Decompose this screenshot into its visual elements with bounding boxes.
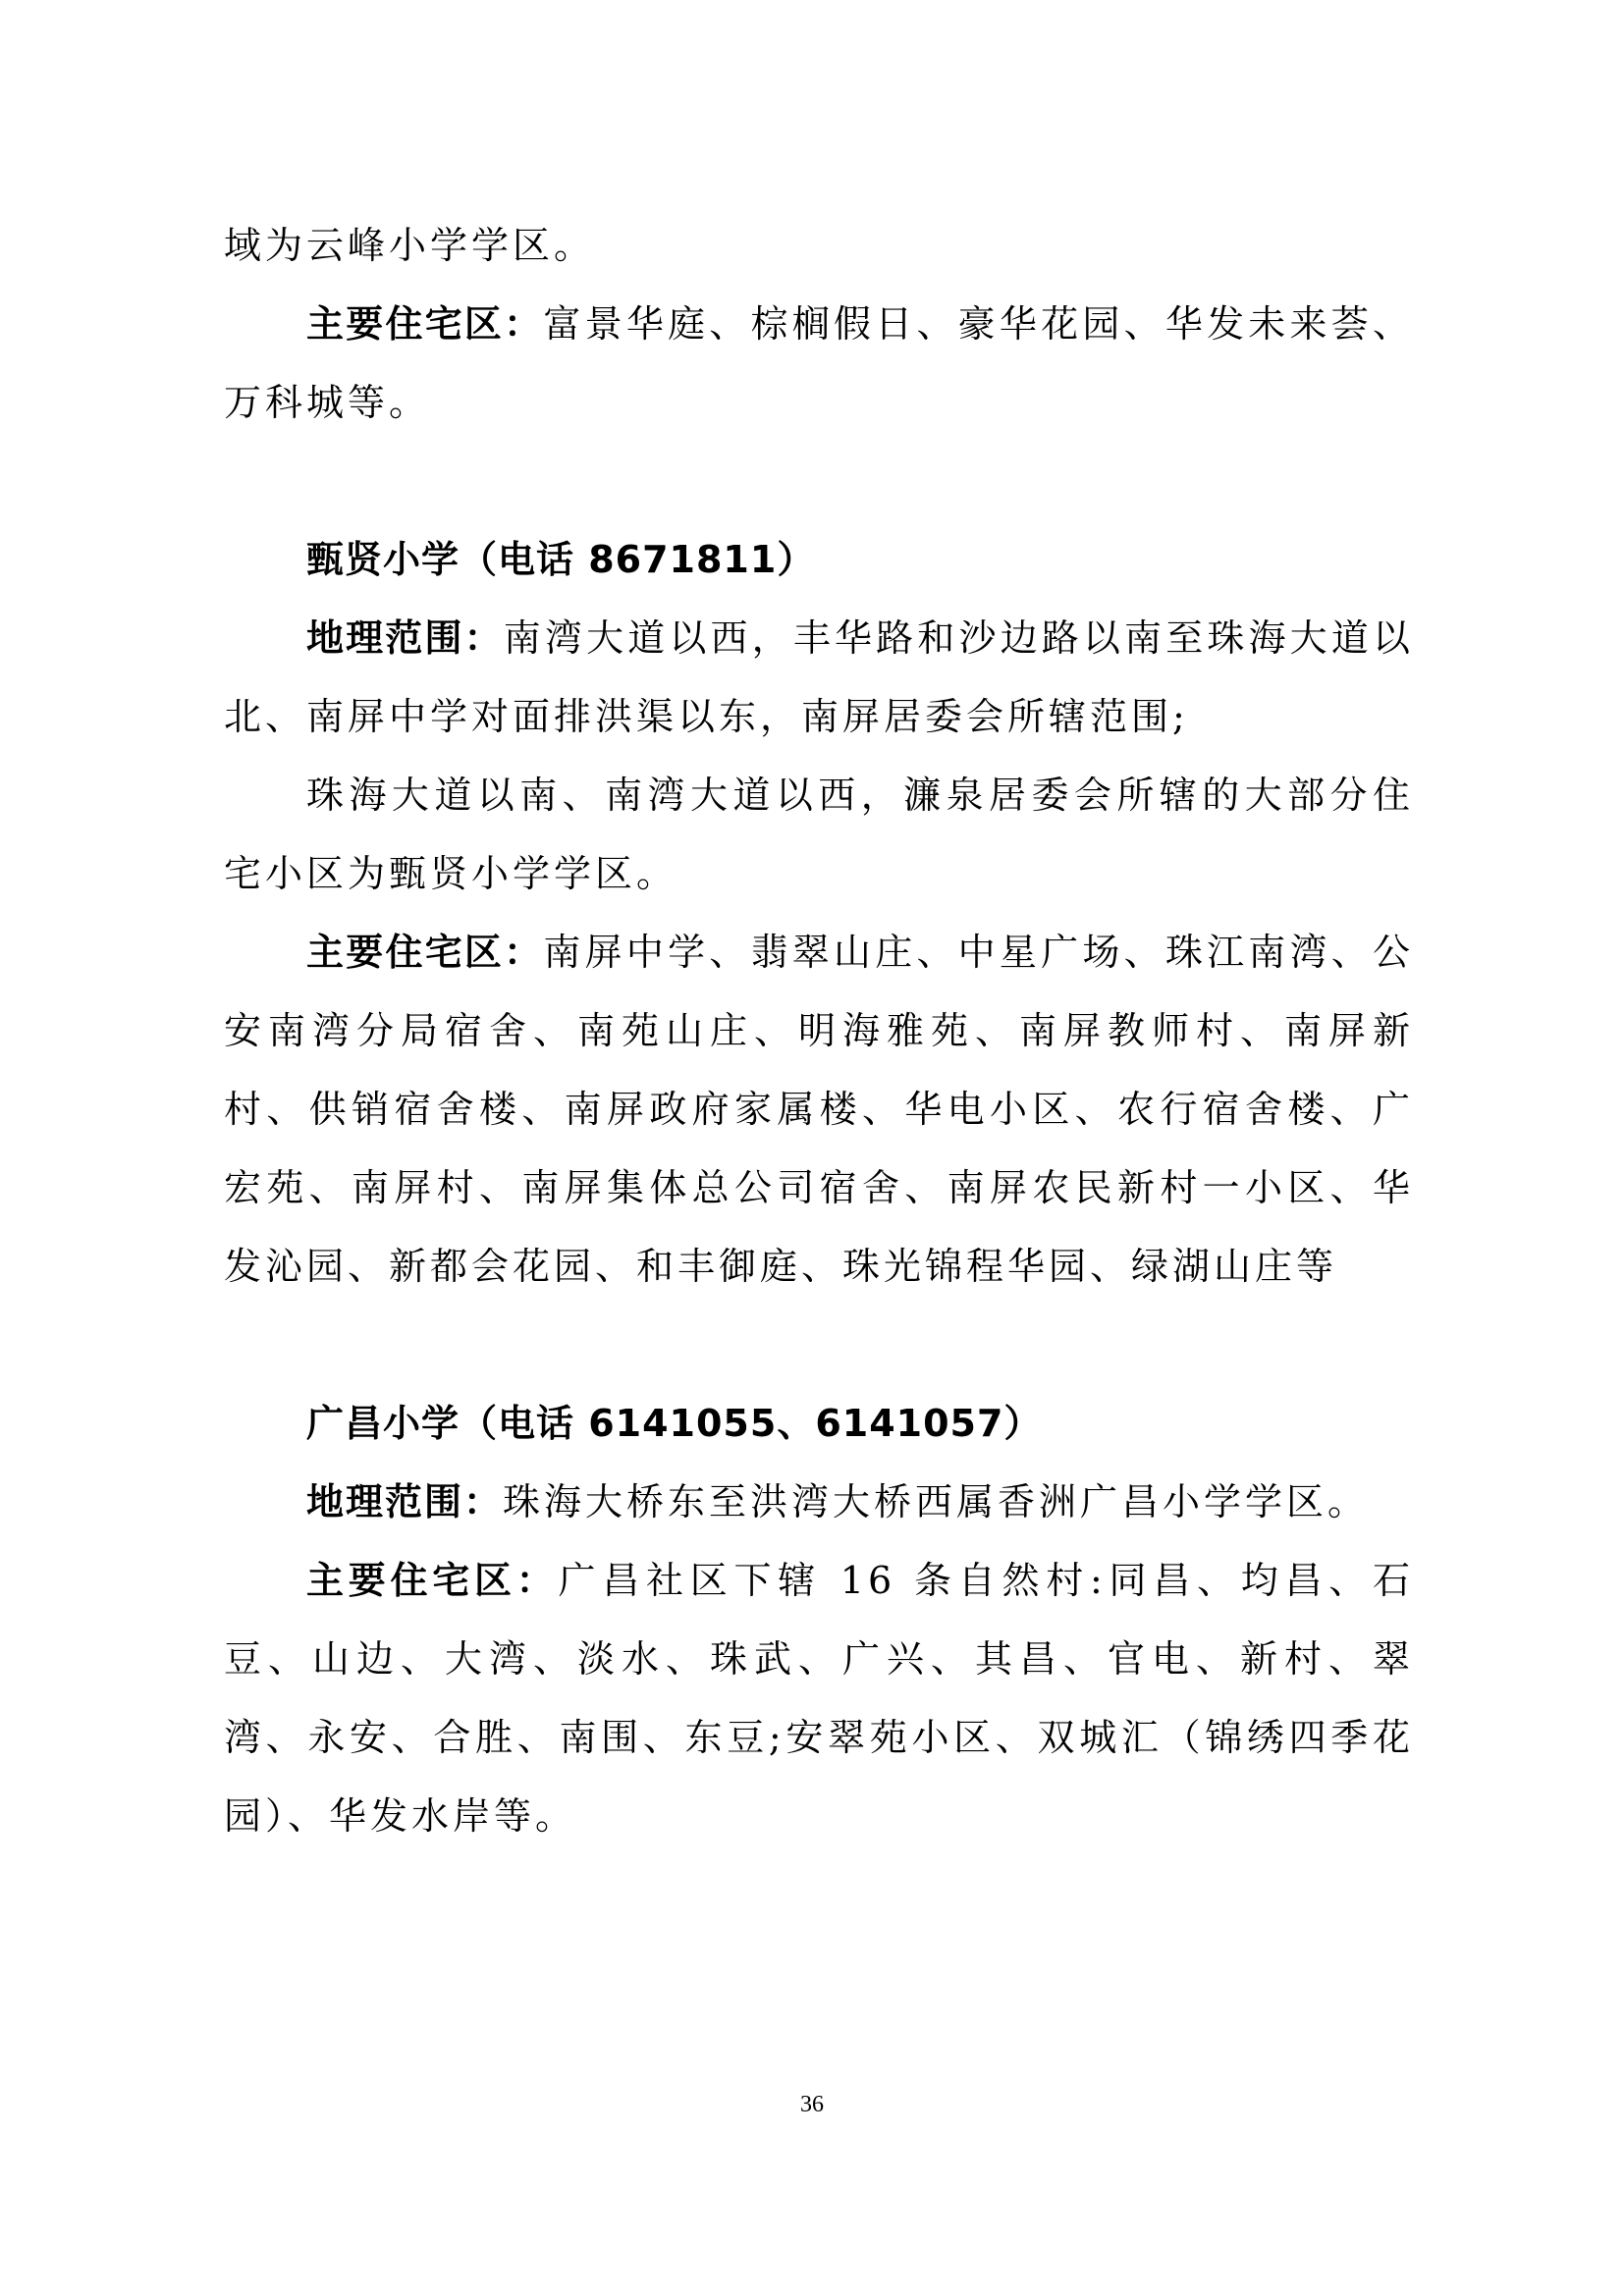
range-paragraph <box>224 1463 1414 1541</box>
residential-text: 南屏中学、翡翠山庄、中星广场、珠江南湾、公安南湾分局宿舍、南苑山庄、明海雅苑、南屏教师村、南屏新村、供销宿舍楼、南屏政府家属楼、华电小区、农行宿舍楼、广宏苑、南屏村、南屏集体总公司宿舍、南屏农民新村一小区、华发沁园、新都会花园、和丰御庭、珠光锦程华园、绿湖山庄等 <box>224 931 1414 1288</box>
range-paragraph-2: 珠海大道以南、南湾大道以西，濂泉居委会所辖的大部分住宅小区为甄贤小学学区。 <box>224 774 1414 895</box>
continuation-paragraph: 域为云峰小学学区。 <box>224 224 596 267</box>
range-paragraph <box>224 599 1414 756</box>
residential-text: 广昌社区下辖 16 条自然村:同昌、均昌、石豆、山边、大湾、淡水、珠武、广兴、其昌、官电、新村、翠湾、永安、合胜、南围、东豆;安翠苑小区、双城汇（锦绣四季花园）、华发水岸等。 <box>224 1559 1414 1838</box>
section-gap <box>224 1306 1414 1384</box>
residential-paragraph <box>224 913 1414 1306</box>
residential-label: 主要住宅区： <box>306 931 544 974</box>
school-heading-zhenxian: 甄贤小学（电话 8671811） <box>306 538 816 581</box>
page-number: 36 <box>800 2092 824 2117</box>
range-text: 珠海大桥东至洪湾大桥西属香洲广昌小学学区。 <box>503 1480 1370 1523</box>
range-label: 地理范围： <box>306 616 504 660</box>
section-gap <box>224 442 1414 520</box>
continuation-residential-paragraph <box>224 285 1414 442</box>
range-label: 地理范围： <box>306 1480 504 1523</box>
residential-label: 主要住宅区： <box>306 1559 559 1602</box>
page-content <box>224 206 1414 1855</box>
residential-label: 主要住宅区： <box>306 302 544 346</box>
residential-text: 富景华庭、棕榈假日、豪华花园、华发未来荟、万科城等。 <box>224 302 1414 424</box>
residential-paragraph <box>224 1541 1414 1855</box>
range-text: 南湾大道以西，丰华路和沙边路以南至珠海大道以北、南屏中学对面排洪渠以东，南屏居委会所辖范围; <box>224 616 1414 738</box>
school-heading-guangchang: 广昌小学（电话 6141055、6141057） <box>306 1402 1043 1445</box>
